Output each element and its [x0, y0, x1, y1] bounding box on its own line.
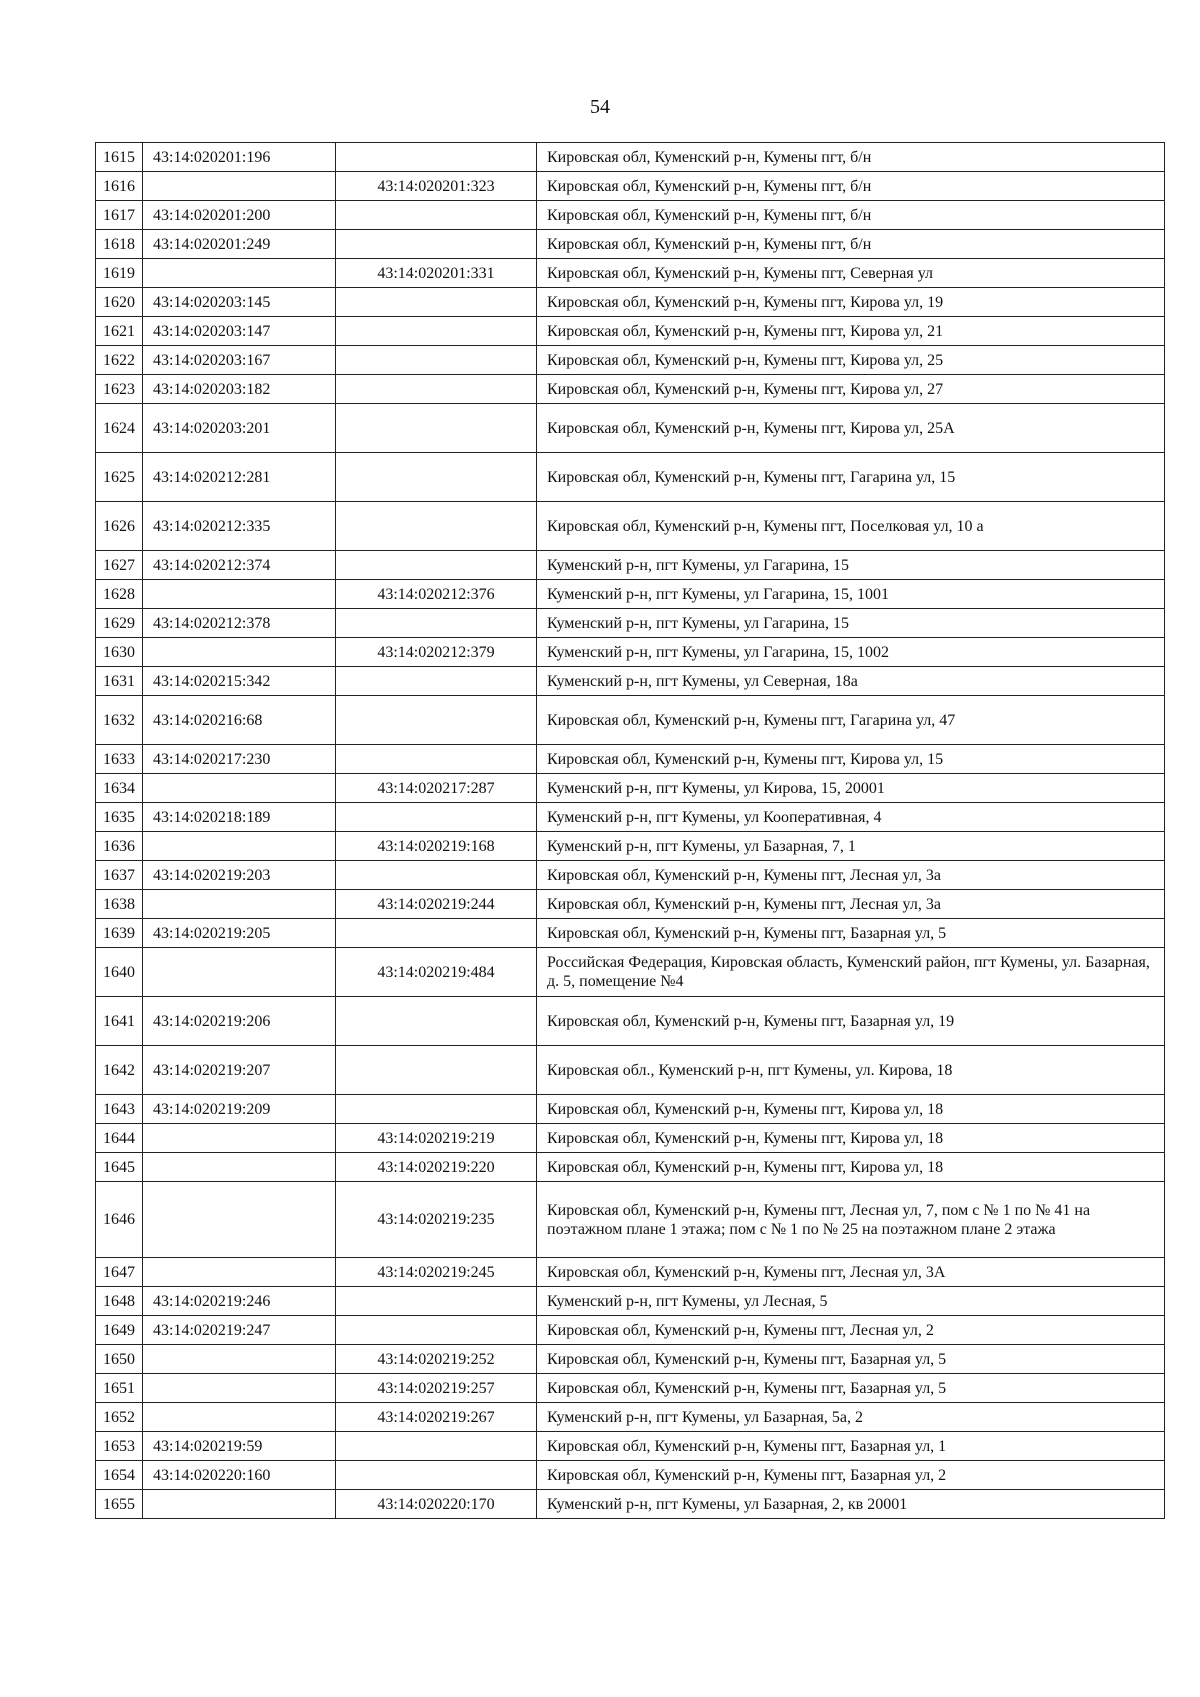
address-cell: Куменский р-н, пгт Кумены, ул Базарная, 2, кв 20001: [537, 1490, 1165, 1519]
table-row: [96, 832, 1165, 861]
cadastral-number-secondary-cell: [336, 1046, 537, 1095]
table-row: [96, 201, 1165, 230]
address-cell: Кировская обл, Куменский р-н, Кумены пгт, Кирова ул, 25А: [537, 404, 1165, 453]
cadastral-number-cell: 43:14:020212:281: [143, 453, 336, 502]
cadastral-number-cell: [143, 1345, 336, 1374]
table-row: [96, 609, 1165, 638]
cadastral-number-secondary-cell: 43:14:020219:168: [336, 832, 537, 861]
cadastral-number-secondary-cell: [336, 667, 537, 696]
table-row: [96, 1316, 1165, 1345]
cadastral-number-secondary-cell: 43:14:020201:323: [336, 172, 537, 201]
cadastral-number-cell: 43:14:020219:209: [143, 1095, 336, 1124]
cadastral-number-secondary-cell: [336, 745, 537, 774]
address-cell: Кировская обл, Куменский р-н, Кумены пгт, Базарная ул, 5: [537, 1345, 1165, 1374]
row-number-cell: 1640: [96, 948, 143, 997]
cadastral-number-secondary-cell: 43:14:020212:379: [336, 638, 537, 667]
cadastral-number-cell: [143, 172, 336, 201]
cadastral-number-secondary-cell: [336, 317, 537, 346]
cadastral-number-cell: [143, 1124, 336, 1153]
table-row: [96, 1182, 1165, 1258]
cadastral-number-cell: 43:14:020216:68: [143, 696, 336, 745]
table-row: [96, 172, 1165, 201]
row-number-cell: 1631: [96, 667, 143, 696]
cadastral-number-secondary-cell: [336, 375, 537, 404]
cadastral-number-secondary-cell: 43:14:020219:220: [336, 1153, 537, 1182]
table-row: [96, 948, 1165, 997]
table-row: [96, 404, 1165, 453]
table-row: [96, 745, 1165, 774]
table-row: [96, 1345, 1165, 1374]
row-number-cell: 1624: [96, 404, 143, 453]
address-cell: Куменский р-н, пгт Кумены, ул Базарная, 7, 1: [537, 832, 1165, 861]
row-number-cell: 1615: [96, 143, 143, 172]
row-number-cell: 1629: [96, 609, 143, 638]
cadastral-number-cell: [143, 948, 336, 997]
address-cell: Кировская обл, Куменский р-н, Кумены пгт, б/н: [537, 143, 1165, 172]
cadastral-number-secondary-cell: [336, 453, 537, 502]
address-cell: Куменский р-н, пгт Кумены, ул Северная, 18а: [537, 667, 1165, 696]
row-number-cell: 1616: [96, 172, 143, 201]
row-number-cell: 1637: [96, 861, 143, 890]
cadastral-number-cell: 43:14:020219:205: [143, 919, 336, 948]
table-row: [96, 774, 1165, 803]
address-cell: Куменский р-н, пгт Кумены, ул Гагарина, 15: [537, 551, 1165, 580]
cadastral-number-secondary-cell: 43:14:020217:287: [336, 774, 537, 803]
cadastral-number-secondary-cell: [336, 861, 537, 890]
cadastral-number-secondary-cell: 43:14:020212:376: [336, 580, 537, 609]
table-row: [96, 1287, 1165, 1316]
row-number-cell: 1627: [96, 551, 143, 580]
row-number-cell: 1654: [96, 1461, 143, 1490]
cadastral-number-secondary-cell: 43:14:020220:170: [336, 1490, 537, 1519]
row-number-cell: 1626: [96, 502, 143, 551]
table-row: [96, 580, 1165, 609]
address-cell: Кировская обл, Куменский р-н, Кумены пгт, Базарная ул, 2: [537, 1461, 1165, 1490]
address-cell: Кировская обл, Куменский р-н, Кумены пгт, б/н: [537, 172, 1165, 201]
cadastral-number-secondary-cell: [336, 1095, 537, 1124]
address-cell: Кировская обл, Куменский р-н, Кумены пгт, Лесная ул, 3а: [537, 890, 1165, 919]
cadastral-number-cell: 43:14:020219:206: [143, 997, 336, 1046]
address-cell: Кировская обл, Куменский р-н, Кумены пгт, б/н: [537, 230, 1165, 259]
cadastral-number-cell: 43:14:020219:203: [143, 861, 336, 890]
table-row: [96, 346, 1165, 375]
cadastral-number-cell: 43:14:020212:378: [143, 609, 336, 638]
table-row: [96, 375, 1165, 404]
row-number-cell: 1620: [96, 288, 143, 317]
table-row: [96, 696, 1165, 745]
address-cell: Куменский р-н, пгт Кумены, ул Кооперативная, 4: [537, 803, 1165, 832]
cadastral-number-secondary-cell: [336, 1432, 537, 1461]
cadastral-number-cell: [143, 890, 336, 919]
address-cell: Кировская обл, Куменский р-н, Кумены пгт, Кирова ул, 18: [537, 1153, 1165, 1182]
cadastral-number-cell: 43:14:020215:342: [143, 667, 336, 696]
table-row: [96, 230, 1165, 259]
cadastral-number-cell: 43:14:020219:207: [143, 1046, 336, 1095]
cadastral-number-cell: [143, 832, 336, 861]
table-row: [96, 288, 1165, 317]
cadastral-number-cell: 43:14:020201:196: [143, 143, 336, 172]
address-cell: Куменский р-н, пгт Кумены, ул Базарная, 5а, 2: [537, 1403, 1165, 1432]
row-number-cell: 1634: [96, 774, 143, 803]
table-row: [96, 1124, 1165, 1153]
address-cell: Кировская обл, Куменский р-н, Кумены пгт, Кирова ул, 21: [537, 317, 1165, 346]
cadastral-number-secondary-cell: [336, 997, 537, 1046]
row-number-cell: 1649: [96, 1316, 143, 1345]
cadastral-number-secondary-cell: [336, 143, 537, 172]
cadastral-number-cell: 43:14:020201:200: [143, 201, 336, 230]
cadastral-number-secondary-cell: [336, 201, 537, 230]
cadastral-number-cell: 43:14:020212:335: [143, 502, 336, 551]
row-number-cell: 1643: [96, 1095, 143, 1124]
cadastral-number-secondary-cell: [336, 919, 537, 948]
cadastral-number-secondary-cell: [336, 551, 537, 580]
address-cell: Кировская обл, Куменский р-н, Кумены пгт, Базарная ул, 5: [537, 919, 1165, 948]
table-row: [96, 502, 1165, 551]
address-cell: Кировская обл, Куменский р-н, Кумены пгт, Базарная ул, 19: [537, 997, 1165, 1046]
cadastral-number-cell: [143, 774, 336, 803]
row-number-cell: 1638: [96, 890, 143, 919]
table-row: [96, 997, 1165, 1046]
cadastral-number-cell: 43:14:020219:247: [143, 1316, 336, 1345]
row-number-cell: 1645: [96, 1153, 143, 1182]
address-cell: Куменский р-н, пгт Кумены, ул Лесная, 5: [537, 1287, 1165, 1316]
cadastral-number-secondary-cell: [336, 1287, 537, 1316]
table-row: [96, 861, 1165, 890]
cadastral-number-cell: 43:14:020219:246: [143, 1287, 336, 1316]
table-row: [96, 551, 1165, 580]
cadastral-number-secondary-cell: 43:14:020219:257: [336, 1374, 537, 1403]
row-number-cell: 1655: [96, 1490, 143, 1519]
cadastral-number-cell: 43:14:020212:374: [143, 551, 336, 580]
row-number-cell: 1647: [96, 1258, 143, 1287]
address-cell: Куменский р-н, пгт Кумены, ул Гагарина, 15: [537, 609, 1165, 638]
address-cell: Кировская обл, Куменский р-н, Кумены пгт, Базарная ул, 5: [537, 1374, 1165, 1403]
table-row: [96, 1258, 1165, 1287]
row-number-cell: 1617: [96, 201, 143, 230]
cadastral-number-cell: 43:14:020203:147: [143, 317, 336, 346]
row-number-cell: 1646: [96, 1182, 143, 1258]
cadastral-number-cell: 43:14:020218:189: [143, 803, 336, 832]
row-number-cell: 1632: [96, 696, 143, 745]
address-cell: Кировская обл, Куменский р-н, Кумены пгт, б/н: [537, 201, 1165, 230]
cadastral-number-secondary-cell: [336, 803, 537, 832]
cadastral-number-cell: 43:14:020219:59: [143, 1432, 336, 1461]
cadastral-number-secondary-cell: 43:14:020219:219: [336, 1124, 537, 1153]
cadastral-number-secondary-cell: [336, 1316, 537, 1345]
row-number-cell: 1618: [96, 230, 143, 259]
address-cell: Кировская обл, Куменский р-н, Кумены пгт, Кирова ул, 18: [537, 1124, 1165, 1153]
row-number-cell: 1635: [96, 803, 143, 832]
row-number-cell: 1642: [96, 1046, 143, 1095]
cadastral-number-secondary-cell: 43:14:020219:244: [336, 890, 537, 919]
table-row: [96, 1153, 1165, 1182]
address-cell: Российская Федерация, Кировская область, Куменский район, пгт Кумены, ул. Базарная, д. 5, помещение №4: [537, 948, 1165, 997]
cadastral-number-secondary-cell: 43:14:020219:484: [336, 948, 537, 997]
cadastral-number-cell: [143, 1258, 336, 1287]
address-cell: Кировская обл, Куменский р-н, Кумены пгт, Лесная ул, 3а: [537, 861, 1165, 890]
cadastral-number-secondary-cell: [336, 404, 537, 453]
row-number-cell: 1630: [96, 638, 143, 667]
address-cell: Кировская обл, Куменский р-н, Кумены пгт, Кирова ул, 25: [537, 346, 1165, 375]
cadastral-number-secondary-cell: [336, 502, 537, 551]
table-row: [96, 1461, 1165, 1490]
cadastral-number-cell: [143, 1490, 336, 1519]
cadastral-number-cell: 43:14:020220:160: [143, 1461, 336, 1490]
address-cell: Кировская обл, Куменский р-н, Кумены пгт, Северная ул: [537, 259, 1165, 288]
row-number-cell: 1641: [96, 997, 143, 1046]
cadastral-number-cell: [143, 580, 336, 609]
address-cell: Куменский р-н, пгт Кумены, ул Гагарина, 15, 1002: [537, 638, 1165, 667]
table-row: [96, 143, 1165, 172]
cadastral-number-cell: [143, 259, 336, 288]
address-cell: Куменский р-н, пгт Кумены, ул Гагарина, 15, 1001: [537, 580, 1165, 609]
table-row: [96, 667, 1165, 696]
page-number: 54: [590, 96, 610, 118]
address-cell: Кировская обл, Куменский р-н, Кумены пгт, Поселковая ул, 10 а: [537, 502, 1165, 551]
cadastral-number-cell: 43:14:020203:167: [143, 346, 336, 375]
row-number-cell: 1651: [96, 1374, 143, 1403]
address-cell: Кировская обл, Куменский р-н, Кумены пгт, Кирова ул, 18: [537, 1095, 1165, 1124]
row-number-cell: 1653: [96, 1432, 143, 1461]
row-number-cell: 1621: [96, 317, 143, 346]
row-number-cell: 1628: [96, 580, 143, 609]
cadastral-number-cell: [143, 1153, 336, 1182]
cadastral-number-secondary-cell: 43:14:020219:245: [336, 1258, 537, 1287]
table-row: [96, 1374, 1165, 1403]
cadastral-number-secondary-cell: [336, 230, 537, 259]
table-row: [96, 803, 1165, 832]
cadastral-number-secondary-cell: 43:14:020219:235: [336, 1182, 537, 1258]
cadastral-number-cell: [143, 1403, 336, 1432]
address-cell: Кировская обл, Куменский р-н, Кумены пгт, Лесная ул, 7, пом с № 1 по № 41 на поэтажном плане 1 этажа; пом с № 1 по № 25 на поэтажном плане 2 этажа: [537, 1182, 1165, 1258]
cadastral-number-secondary-cell: 43:14:020219:252: [336, 1345, 537, 1374]
table-row: [96, 1095, 1165, 1124]
cadastral-number-cell: 43:14:020217:230: [143, 745, 336, 774]
table-row: [96, 259, 1165, 288]
cadastral-number-cell: [143, 638, 336, 667]
cadastral-number-secondary-cell: 43:14:020219:267: [336, 1403, 537, 1432]
table-row: [96, 317, 1165, 346]
table-row: [96, 1046, 1165, 1095]
row-number-cell: 1619: [96, 259, 143, 288]
row-number-cell: 1652: [96, 1403, 143, 1432]
address-cell: Куменский р-н, пгт Кумены, ул Кирова, 15, 20001: [537, 774, 1165, 803]
row-number-cell: 1644: [96, 1124, 143, 1153]
cadastral-number-cell: 43:14:020203:182: [143, 375, 336, 404]
cadastral-number-cell: [143, 1374, 336, 1403]
cadastral-number-secondary-cell: 43:14:020201:331: [336, 259, 537, 288]
address-cell: Кировская обл, Куменский р-н, Кумены пгт, Лесная ул, 3А: [537, 1258, 1165, 1287]
cadastral-number-secondary-cell: [336, 346, 537, 375]
row-number-cell: 1650: [96, 1345, 143, 1374]
address-cell: Кировская обл, Куменский р-н, Кумены пгт, Гагарина ул, 15: [537, 453, 1165, 502]
table-row: [96, 890, 1165, 919]
row-number-cell: 1636: [96, 832, 143, 861]
address-cell: Кировская обл, Куменский р-н, Кумены пгт, Кирова ул, 27: [537, 375, 1165, 404]
cadastral-number-cell: 43:14:020201:249: [143, 230, 336, 259]
cadastral-number-secondary-cell: [336, 696, 537, 745]
address-cell: Кировская обл, Куменский р-н, Кумены пгт, Лесная ул, 2: [537, 1316, 1165, 1345]
row-number-cell: 1625: [96, 453, 143, 502]
address-cell: Кировская обл, Куменский р-н, Кумены пгт, Кирова ул, 15: [537, 745, 1165, 774]
cadastral-number-cell: [143, 1182, 336, 1258]
row-number-cell: 1648: [96, 1287, 143, 1316]
row-number-cell: 1639: [96, 919, 143, 948]
table-row: [96, 453, 1165, 502]
table-row: [96, 1432, 1165, 1461]
row-number-cell: 1622: [96, 346, 143, 375]
address-cell: Кировская обл, Куменский р-н, Кумены пгт, Кирова ул, 19: [537, 288, 1165, 317]
address-cell: Кировская обл, Куменский р-н, Кумены пгт, Базарная ул, 1: [537, 1432, 1165, 1461]
cadastral-number-secondary-cell: [336, 1461, 537, 1490]
cadastral-number-cell: 43:14:020203:145: [143, 288, 336, 317]
row-number-cell: 1633: [96, 745, 143, 774]
row-number-cell: 1623: [96, 375, 143, 404]
address-cell: Кировская обл., Куменский р-н, пгт Кумены, ул. Кирова, 18: [537, 1046, 1165, 1095]
registry-table: [95, 142, 1165, 1519]
cadastral-number-cell: 43:14:020203:201: [143, 404, 336, 453]
table-row: [96, 638, 1165, 667]
address-cell: Кировская обл, Куменский р-н, Кумены пгт, Гагарина ул, 47: [537, 696, 1165, 745]
cadastral-number-secondary-cell: [336, 609, 537, 638]
table-row: [96, 1403, 1165, 1432]
table-row: [96, 919, 1165, 948]
table-row: [96, 1490, 1165, 1519]
cadastral-number-secondary-cell: [336, 288, 537, 317]
